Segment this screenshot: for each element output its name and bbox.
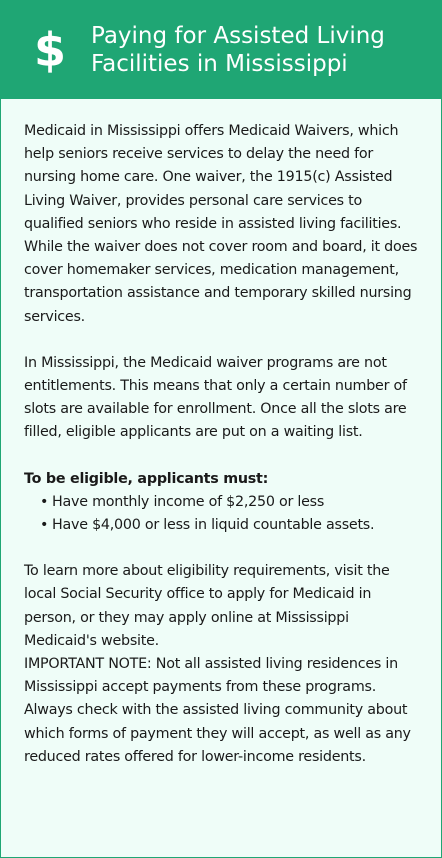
list-item [40,491,423,514]
paragraph-learn-more: To learn more about eligibility requirements, visit the local Social Security office to apply for Medicaid in person, or they may apply online at Mississippi Medicaid's website. [24,563,390,649]
card-title: Paying for Assisted Living Facilities in Mississippi [91,23,385,77]
list-item [40,514,423,537]
paragraph-important-note: IMPORTANT NOTE: Not all assisted living residences in Mississippi accept payments from these programs. Always check with the assisted living community about which forms of payment they will accept, as well as any reduced rates offered for lower-income residents. [24,656,411,765]
eligibility-heading: To be eligible, applicants must: [24,470,269,487]
card-body [1,99,441,769]
eligibility-item-income: Have monthly income of $2,250 or less [52,493,325,510]
paragraph-medicaid-waivers: Medicaid in Mississippi offers Medicaid Waivers, which help seniors receive services to delay the need for nursing home care. One waiver, the 1915(c) Assisted Living Waiver, provides personal care services to qualified seniors who reside in assisted living facilities. While the waiver does not cover room and board, it does cover homemaker services, medication management, transportation assistance and temporary skilled nursing services. [24,123,418,325]
bullet-icon: • [40,493,49,510]
bullet-icon: • [40,517,49,534]
eligibility-item-assets: Have $4,000 or less in liquid countable assets. [52,517,375,534]
dollar-sign-icon: $ [33,23,66,77]
paragraph-entitlements: In Mississippi, the Medicaid waiver programs are not entitlements. This means that only a certain number of slots are available for enrollment. Once all the slots are filled, eligible applicants are put on a waiting list. [24,354,407,441]
card-header [1,1,441,99]
eligibility-list [24,491,423,537]
